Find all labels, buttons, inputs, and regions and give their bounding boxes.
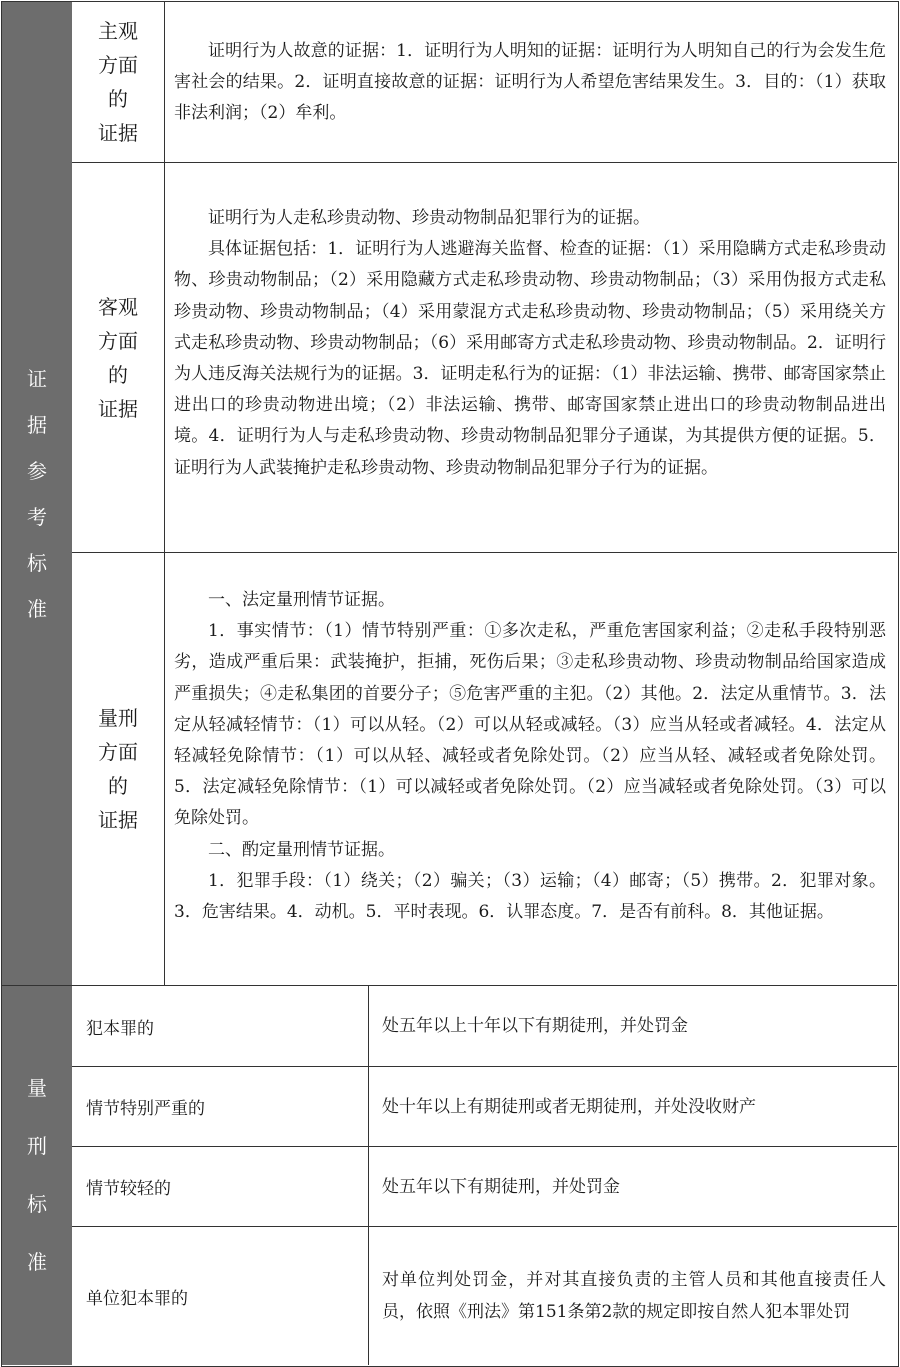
- sentencing-penalty: 处五年以下有期徒刑，并处罚金: [382, 1176, 620, 1197]
- divider: [164, 2, 165, 985]
- sidebar-char: 标: [27, 550, 47, 575]
- label-line: 方面: [98, 53, 138, 77]
- sidebar-char: 参: [27, 458, 47, 483]
- sentencing-condition: 情节较轻的: [86, 1179, 171, 1199]
- paragraph: 1．事实情节：（1）情节特别严重：①多次走私，严重危害国家利益；②走私手段特别恶劣，造成严重后果：武装掩护，拒捕，死伤后果；③走私珍贵动物、珍贵动物制品给国家造成严重损失；④走私集团的首要分子；⑤危害严重的主犯。（2）其他。2．法定从重情节。3．法定从轻减轻情节：（1）可以从轻。（2）可以从轻或减轻。（3）应当从轻或者减轻。4．法定从轻减轻免除情节：（1）可以从轻、减轻或者免除处罚。（2）应当从轻、减轻或者免除处罚。5．法定减轻免除情节：（1）可以减轻或者免除处罚。（2）应当减轻或者免除处罚。（3）可以免除处罚。: [174, 621, 886, 829]
- label-line: 的: [108, 774, 128, 798]
- sidebar-char: 量: [27, 1076, 47, 1100]
- label-subjective: [72, 2, 164, 162]
- label-line: 的: [108, 87, 128, 111]
- paragraph: 具体证据包括：1．证明行为人逃避海关监督、检查的证据：（1）采用隐瞒方式走私珍贵动物、珍贵动物制品；（2）采用隐藏方式走私珍贵动物、珍贵动物制品；（3）采用伪报方式走私珍贵动物、珍贵动物制品；（4）采用蒙混方式走私珍贵动物、珍贵动物制品；（5）采用绕关方式走私珍贵动物、珍贵动物制品；（6）采用邮寄方式走私珍贵动物、珍贵动物制品。2．证明行为人违反海关法规行为的证据。3．证明走私行为的证据：（1）非法运输、携带、邮寄国家禁止进出口的珍贵动物进出境；（2）非法运输、携带、邮寄国家禁止进出口的珍贵动物制品进出境。4．证明行为人与走私珍贵动物、珍贵动物制品犯罪分子通谋，为其提供方便的证据。5．证明行为人武装掩护走私珍贵动物、珍贵动物制品犯罪分子行为的证据。: [174, 239, 886, 478]
- label-line: 方面: [98, 740, 138, 764]
- sidebar-char: 刑: [27, 1134, 47, 1158]
- label-line: 证据: [98, 121, 138, 145]
- sidebar-char: 标: [27, 1192, 47, 1216]
- label-line: 证据: [98, 396, 138, 421]
- sentencing-penalty: 处五年以上十年以下有期徒刑，并处罚金: [382, 1016, 688, 1036]
- label-line: 证据: [98, 808, 138, 832]
- sentencing-condition: 犯本罪的: [86, 1018, 154, 1039]
- paragraph: 证明行为人走私珍贵动物、珍贵动物制品犯罪行为的证据。: [208, 208, 650, 228]
- sentencing-condition: 单位犯本罪的: [86, 1288, 188, 1309]
- label-line: 方面: [98, 328, 138, 353]
- divider: [368, 985, 369, 1365]
- content-sentencing-evidence: [174, 585, 886, 928]
- label-line: 主观: [98, 19, 138, 43]
- paragraph: 一、法定量刑情节证据。: [208, 590, 395, 610]
- sentencing-penalty: 处十年以上有期徒刑或者无期徒刑，并处没收财产: [382, 1096, 756, 1117]
- divider: [72, 552, 897, 553]
- content-objective: [174, 203, 886, 484]
- divider: [72, 162, 897, 163]
- label-objective: [72, 163, 164, 552]
- sidebar-char: 准: [27, 1250, 47, 1274]
- label-sentencing-evidence: [72, 553, 164, 985]
- label-line: 量刑: [98, 706, 138, 730]
- sidebar-char: 考: [27, 504, 47, 529]
- label-line: 的: [108, 362, 128, 387]
- sidebar-sentencing-standard: [2, 985, 72, 1365]
- sentencing-condition: 情节特别严重的: [86, 1099, 205, 1119]
- sentencing-penalty: 对单位判处罚金，并对其直接负责的主管人员和其他直接责任人员，依照《刑法》第151条第2款的规定即按自然人犯本罪处罚: [382, 1270, 886, 1322]
- paragraph: 二、酌定量刑情节证据。: [208, 839, 395, 860]
- sidebar-char: 据: [27, 412, 47, 437]
- sidebar-char: 证: [27, 366, 47, 391]
- paragraph: 证明行为人故意的证据：1．证明行为人明知的证据：证明行为人明知自己的行为会发生危害社会的结果。2．证明直接故意的证据：证明行为人希望危害结果发生。3．目的：（1）获取非法利润；（2）牟利。: [174, 41, 886, 124]
- paragraph: 1．犯罪手段：（1）绕关；（2）骗关；（3）运输；（4）邮寄；（5）携带。2．犯罪对象。3．危害结果。4．动机。5．平时表现。6．认罪态度。7．是否有前科。8．其他证据。: [174, 870, 886, 923]
- label-line: 客观: [98, 294, 138, 319]
- sidebar-char: 准: [27, 596, 47, 621]
- sidebar-evidence-reference: [2, 2, 72, 985]
- content-subjective: [174, 36, 886, 130]
